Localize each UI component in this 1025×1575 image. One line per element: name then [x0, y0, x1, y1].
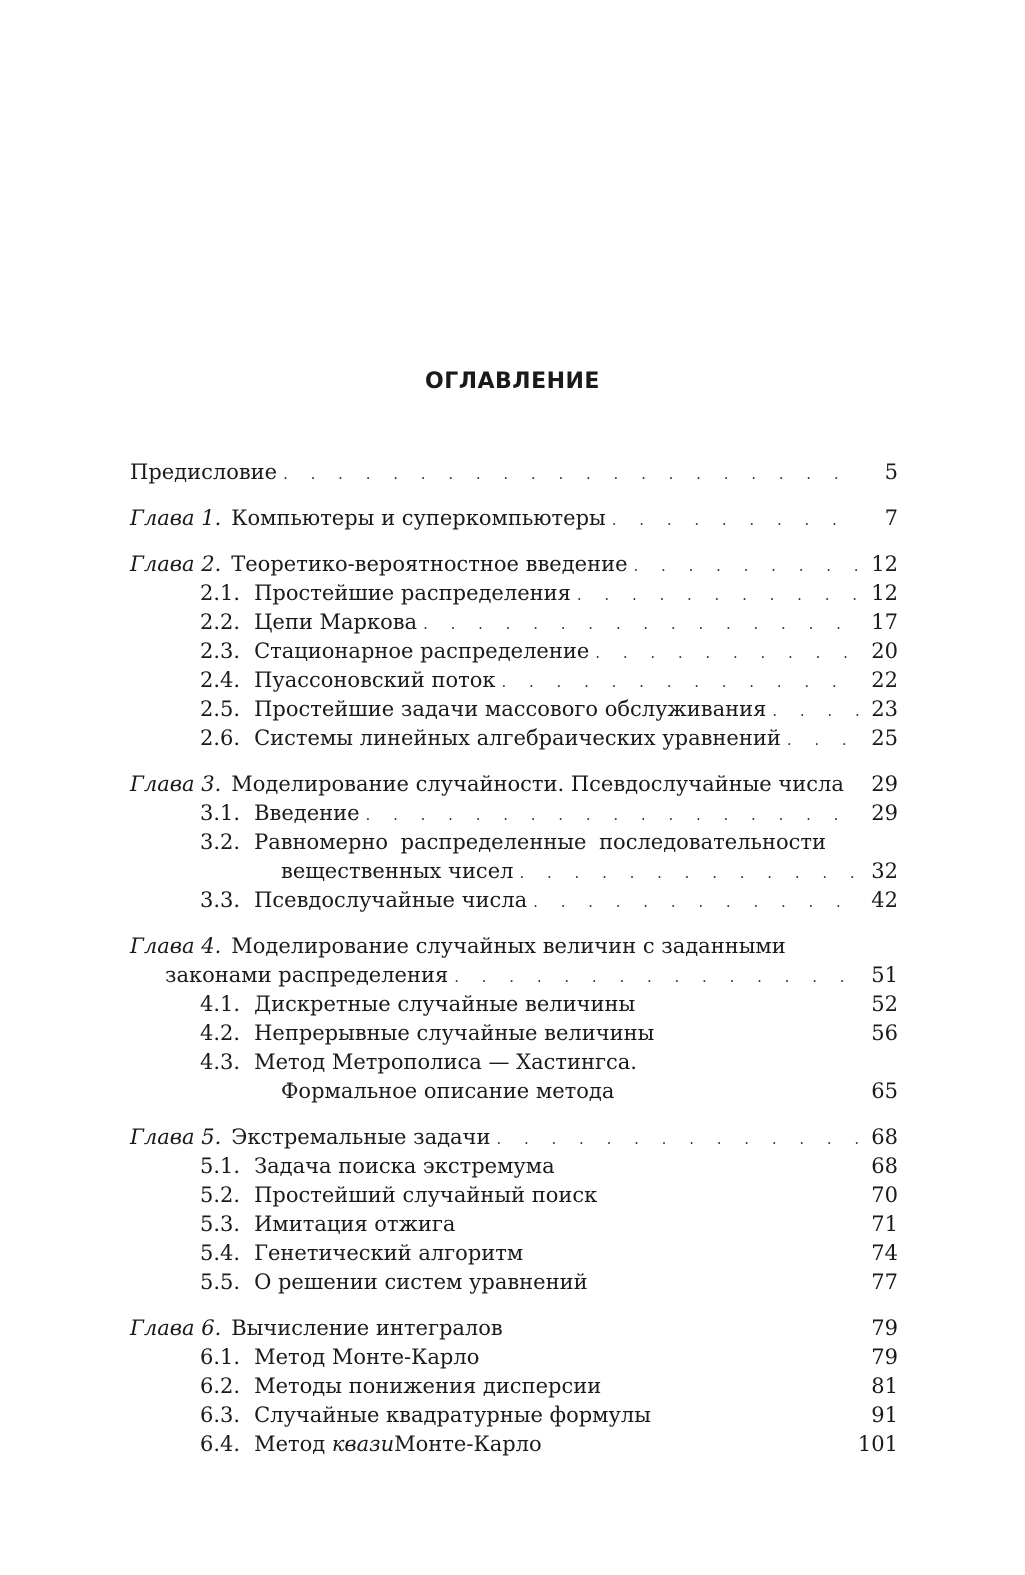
page-number: 12 [871, 552, 898, 576]
toc-label: Простейшие задачи массового обслуживания [254, 697, 767, 721]
section-number: 5.1. [200, 1154, 241, 1178]
toc-label: Предисловие [130, 458, 283, 487]
toc-label: Цепи Маркова [254, 610, 418, 634]
toc-entry-section-3-3 [130, 886, 898, 915]
page-number: 29 [871, 772, 898, 796]
page-number: 20 [871, 639, 898, 663]
leader-dots [577, 581, 860, 610]
section-number: 5.4. [200, 1241, 241, 1265]
toc-label: Компьютеры и суперкомпьютеры [231, 506, 606, 530]
section-number: 3.3. [200, 888, 241, 912]
section-number: 2.1. [200, 581, 241, 605]
leader-dots [496, 1125, 860, 1154]
page-number: 79 [871, 1345, 898, 1369]
toc-entry-chapter-5 [130, 1123, 898, 1152]
toc-label-emphasis: квази [331, 1432, 395, 1456]
toc-label: Непрерывные случайные величины [254, 1021, 655, 1045]
section-number: 4.3. [200, 1050, 241, 1074]
page-number: 17 [871, 610, 898, 634]
toc-label: Экстремальные задачи [231, 1125, 491, 1149]
chapter-prefix: Глава 4. [130, 934, 222, 958]
section-number: 4.2. [200, 1021, 241, 1045]
page-number: 56 [871, 1021, 898, 1045]
toc-entry-section-3-2-cont [130, 857, 898, 886]
toc-entry-section-4-1 [130, 990, 898, 1019]
toc-entry-section-3-1 [130, 799, 898, 828]
leader-dots [366, 801, 860, 830]
toc-entry-section-6-2 [130, 1372, 898, 1401]
toc-label-continuation: Формальное описание метода [281, 1077, 620, 1106]
toc-entry-section-5-3 [130, 1210, 898, 1239]
toc-label-word: Равномерно [254, 830, 389, 854]
toc-label: Метод Монте-Карло [254, 1345, 480, 1369]
toc-label: Стационарное распределение [254, 639, 590, 663]
toc-label: Введение [254, 801, 360, 825]
toc-label: Генетический алгоритм [254, 1241, 524, 1265]
toc-entry-chapter-4-cont [130, 961, 898, 990]
section-number: 3.2. [200, 830, 241, 854]
toc-entry-chapter-4 [130, 932, 898, 961]
page-number: 5 [884, 460, 898, 484]
section-number: 2.6. [200, 726, 241, 750]
page-number: 52 [871, 992, 898, 1016]
page-number: 81 [871, 1374, 898, 1398]
toc-entry-section-2-6 [130, 724, 898, 753]
toc-label-word: распределенные [400, 830, 587, 854]
table-of-contents [130, 458, 898, 1459]
toc-label: Системы линейных алгебраических уравнений [254, 726, 781, 750]
page-number: 29 [871, 801, 898, 825]
leader-dots [423, 610, 860, 639]
page-number: 91 [871, 1403, 898, 1427]
section-number: 5.3. [200, 1212, 241, 1236]
section-number: 6.3. [200, 1403, 241, 1427]
chapter-prefix: Глава 3. [130, 772, 222, 796]
page-number: 22 [871, 668, 898, 692]
section-number: 6.2. [200, 1374, 241, 1398]
page-number: 79 [871, 1316, 898, 1340]
section-number: 2.3. [200, 639, 241, 663]
toc-label: Простейший случайный поиск [254, 1183, 598, 1207]
leader-dots [519, 859, 860, 888]
page-number: 65 [871, 1079, 898, 1103]
toc-entry-preface [130, 458, 898, 487]
leader-dots [454, 963, 860, 992]
page-number: 101 [857, 1432, 898, 1456]
section-number: 3.1. [200, 801, 241, 825]
leader-dots [595, 639, 860, 668]
section-number: 6.4. [200, 1432, 241, 1456]
chapter-prefix: Глава 6. [130, 1316, 222, 1340]
leader-dots [612, 506, 860, 535]
toc-label-part: Метод [254, 1432, 326, 1456]
toc-entry-section-3-2 [130, 828, 898, 857]
page-number: 68 [871, 1125, 898, 1149]
toc-entry-section-2-5 [130, 695, 898, 724]
toc-entry-section-5-4 [130, 1239, 898, 1268]
section-number: 4.1. [200, 992, 241, 1016]
page-number: 51 [871, 963, 898, 987]
page-number: 23 [871, 697, 898, 721]
toc-label: Моделирование случайности. Псевдослучайные числа [231, 772, 844, 796]
section-number: 5.5. [200, 1270, 241, 1294]
toc-entry-section-4-2 [130, 1019, 898, 1048]
section-number: 2.5. [200, 697, 241, 721]
toc-label: Методы понижения дисперсии [254, 1374, 602, 1398]
toc-label: Имитация отжига [254, 1212, 456, 1236]
toc-label: Метод Метрополиса — Хастингса. [254, 1050, 637, 1074]
toc-label-word: последовательности [599, 830, 826, 854]
section-number: 5.2. [200, 1183, 241, 1207]
toc-label: Моделирование случайных величин с заданными [231, 934, 786, 958]
chapter-prefix: Глава 5. [130, 1125, 222, 1149]
toc-entry-section-2-3 [130, 637, 898, 666]
toc-label: Пуассоновский поток [254, 668, 496, 692]
toc-entry-section-2-4 [130, 666, 898, 695]
page-number: 68 [871, 1154, 898, 1178]
leader-dots [533, 888, 860, 917]
toc-label: О решении систем уравнений [254, 1270, 588, 1294]
toc-label: Дискретные случайные величины [254, 992, 636, 1016]
leader-dots [501, 668, 860, 697]
toc-entry-section-4-3 [130, 1048, 898, 1077]
page-number: 7 [884, 506, 898, 530]
toc-label-continuation: вещественных чисел [281, 857, 519, 886]
toc-label-part: Монте-Карло [394, 1432, 542, 1456]
toc-entry-section-6-1 [130, 1343, 898, 1372]
toc-entry-chapter-3 [130, 770, 898, 799]
toc-entry-section-4-3-cont [130, 1077, 898, 1106]
leader-dots [634, 552, 861, 581]
toc-entry-section-5-5 [130, 1268, 898, 1297]
toc-label: Случайные квадратурные формулы [254, 1403, 651, 1427]
chapter-prefix: Глава 2. [130, 552, 222, 576]
section-number: 6.1. [200, 1345, 241, 1369]
leader-dots [772, 697, 860, 726]
toc-entry-section-2-2 [130, 608, 898, 637]
toc-entry-section-5-2 [130, 1181, 898, 1210]
toc-entry-section-6-4 [130, 1430, 898, 1459]
toc-label: Простейшие распределения [254, 581, 571, 605]
toc-label: Псевдослучайные числа [254, 888, 528, 912]
page-number: 25 [871, 726, 898, 750]
toc-label: Теоретико-вероятностное введение [231, 552, 628, 576]
page-number: 42 [871, 888, 898, 912]
toc-label: Вычисление интегралов [231, 1316, 503, 1340]
page-number: 12 [871, 581, 898, 605]
toc-entry-section-5-1 [130, 1152, 898, 1181]
page-number: 77 [871, 1270, 898, 1294]
section-number: 2.2. [200, 610, 241, 634]
chapter-prefix: Глава 1. [130, 506, 222, 530]
section-number: 2.4. [200, 668, 241, 692]
page-number: 70 [871, 1183, 898, 1207]
page-number: 74 [871, 1241, 898, 1265]
page-number: 71 [871, 1212, 898, 1236]
leader-dots [787, 726, 860, 755]
leader-dots [283, 460, 860, 489]
page-number: 32 [871, 859, 898, 883]
toc-entry-chapter-2 [130, 550, 898, 579]
toc-label: Задача поиска экстремума [254, 1154, 555, 1178]
toc-label-continuation: законами распределения [165, 961, 454, 990]
toc-entry-section-2-1 [130, 579, 898, 608]
page-title: ОГЛАВЛЕНИЕ [425, 369, 600, 394]
toc-entry-chapter-6 [130, 1314, 898, 1343]
toc-entry-section-6-3 [130, 1401, 898, 1430]
toc-entry-chapter-1 [130, 504, 898, 533]
